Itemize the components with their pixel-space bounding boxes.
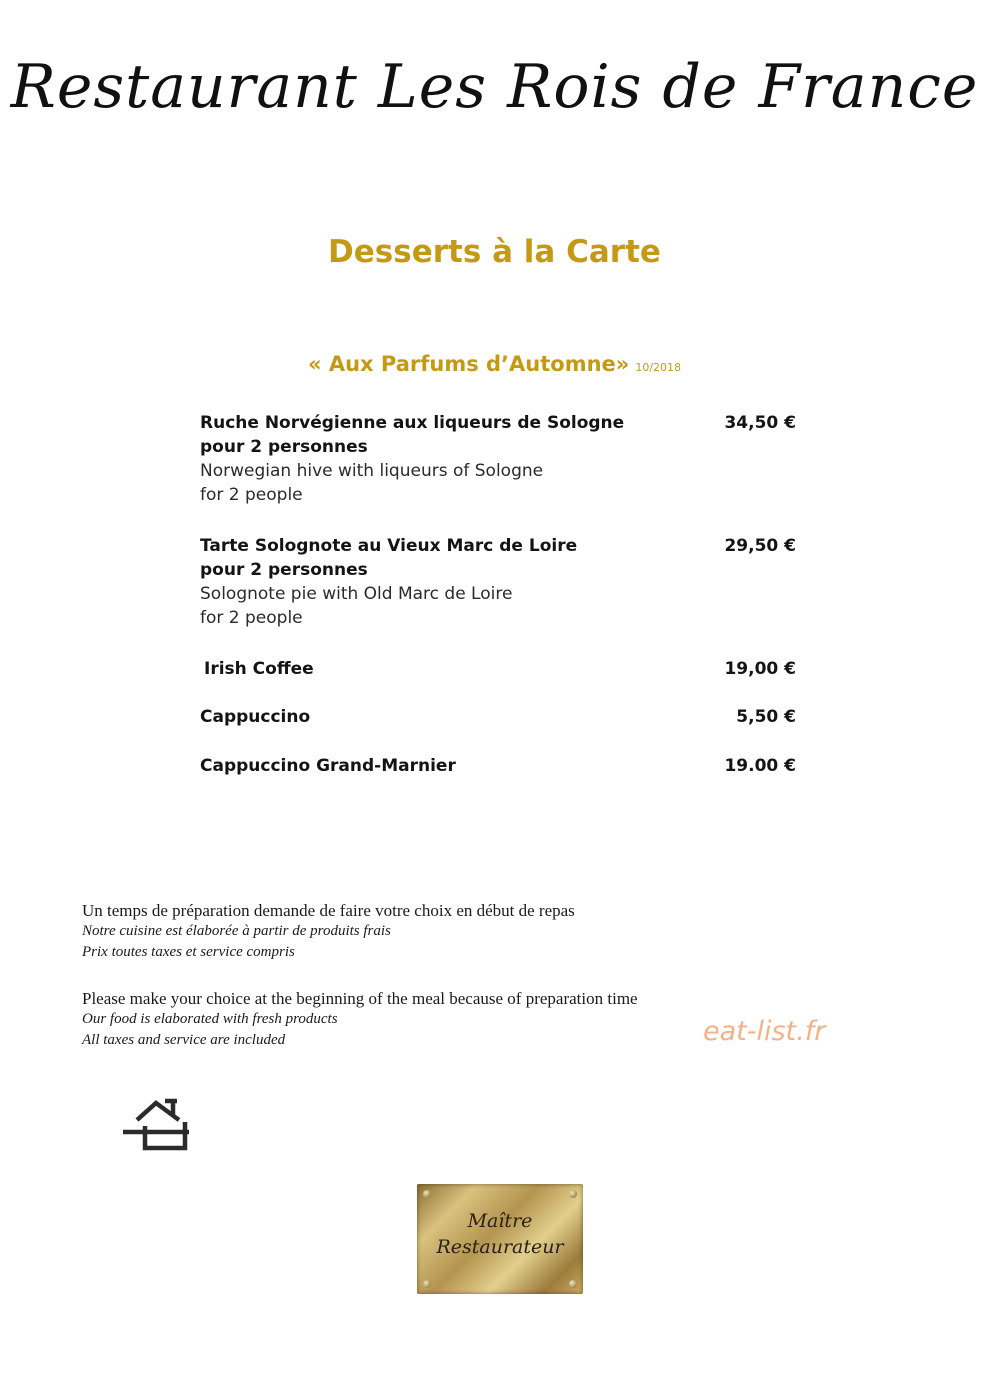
screw-icon — [569, 1280, 577, 1288]
item-description-line2: for 2 people — [200, 485, 303, 505]
menu-item — [200, 705, 800, 754]
maitre-restaurateur-plaque — [417, 1184, 583, 1294]
item-description: Solognote pie with Old Marc de Loire — [200, 584, 513, 604]
note-english-taxes: All taxes and service are included — [82, 1032, 286, 1048]
item-price: 29,50 € — [724, 536, 796, 556]
item-name: Cappuccino Grand-Marnier — [200, 756, 456, 776]
menu-item — [200, 754, 800, 794]
watermark: eat-list.fr — [703, 1016, 826, 1047]
item-price: 34,50 € — [724, 413, 796, 433]
item-description: Norwegian hive with liqueurs of Sologne — [200, 461, 544, 481]
section-name: « Aux Parfums d’Automne» — [307, 352, 630, 376]
section-date: 10/2018 — [635, 361, 682, 374]
restaurant-name: Restaurant Les Rois de France — [10, 52, 979, 122]
note-french-fresh: Notre cuisine est élaborée à partir de produits frais — [82, 923, 391, 939]
note-french-taxes: Prix toutes taxes et service compris — [82, 944, 295, 960]
note-french-main: Un temps de préparation demande de faire votre choix en début de repas — [82, 901, 575, 920]
item-price: 5,50 € — [736, 707, 796, 727]
screw-icon — [423, 1190, 431, 1198]
menu-item — [200, 657, 800, 705]
item-name: Tarte Solognote au Vieux Marc de Loire — [200, 536, 578, 556]
item-name: Ruche Norvégienne aux liqueurs de Sologne — [200, 413, 625, 433]
fait-maison-house-icon — [121, 1097, 191, 1153]
menu-item — [200, 534, 800, 657]
item-price: 19.00 € — [724, 756, 796, 776]
item-name-line2: pour 2 personnes — [200, 437, 368, 457]
item-name-line2: pour 2 personnes — [200, 560, 368, 580]
section-title — [0, 352, 989, 376]
item-description-line2: for 2 people — [200, 608, 303, 628]
item-price: 19,00 € — [724, 659, 796, 679]
item-name: Cappuccino — [200, 707, 311, 727]
menu-item — [200, 411, 800, 534]
screw-icon — [423, 1280, 431, 1288]
note-english-main: Please make your choice at the beginning of the meal because of preparation time — [82, 989, 638, 1008]
plaque-line1: Maître — [467, 1210, 533, 1232]
menu-title: Desserts à la Carte — [328, 234, 661, 270]
note-english-fresh: Our food is elaborated with fresh products — [82, 1011, 338, 1027]
item-name: Irish Coffee — [204, 659, 314, 679]
note-spacer — [82, 963, 842, 988]
plaque-line2: Restaurateur — [436, 1236, 564, 1258]
menu-items — [200, 411, 800, 794]
screw-icon — [569, 1190, 577, 1198]
